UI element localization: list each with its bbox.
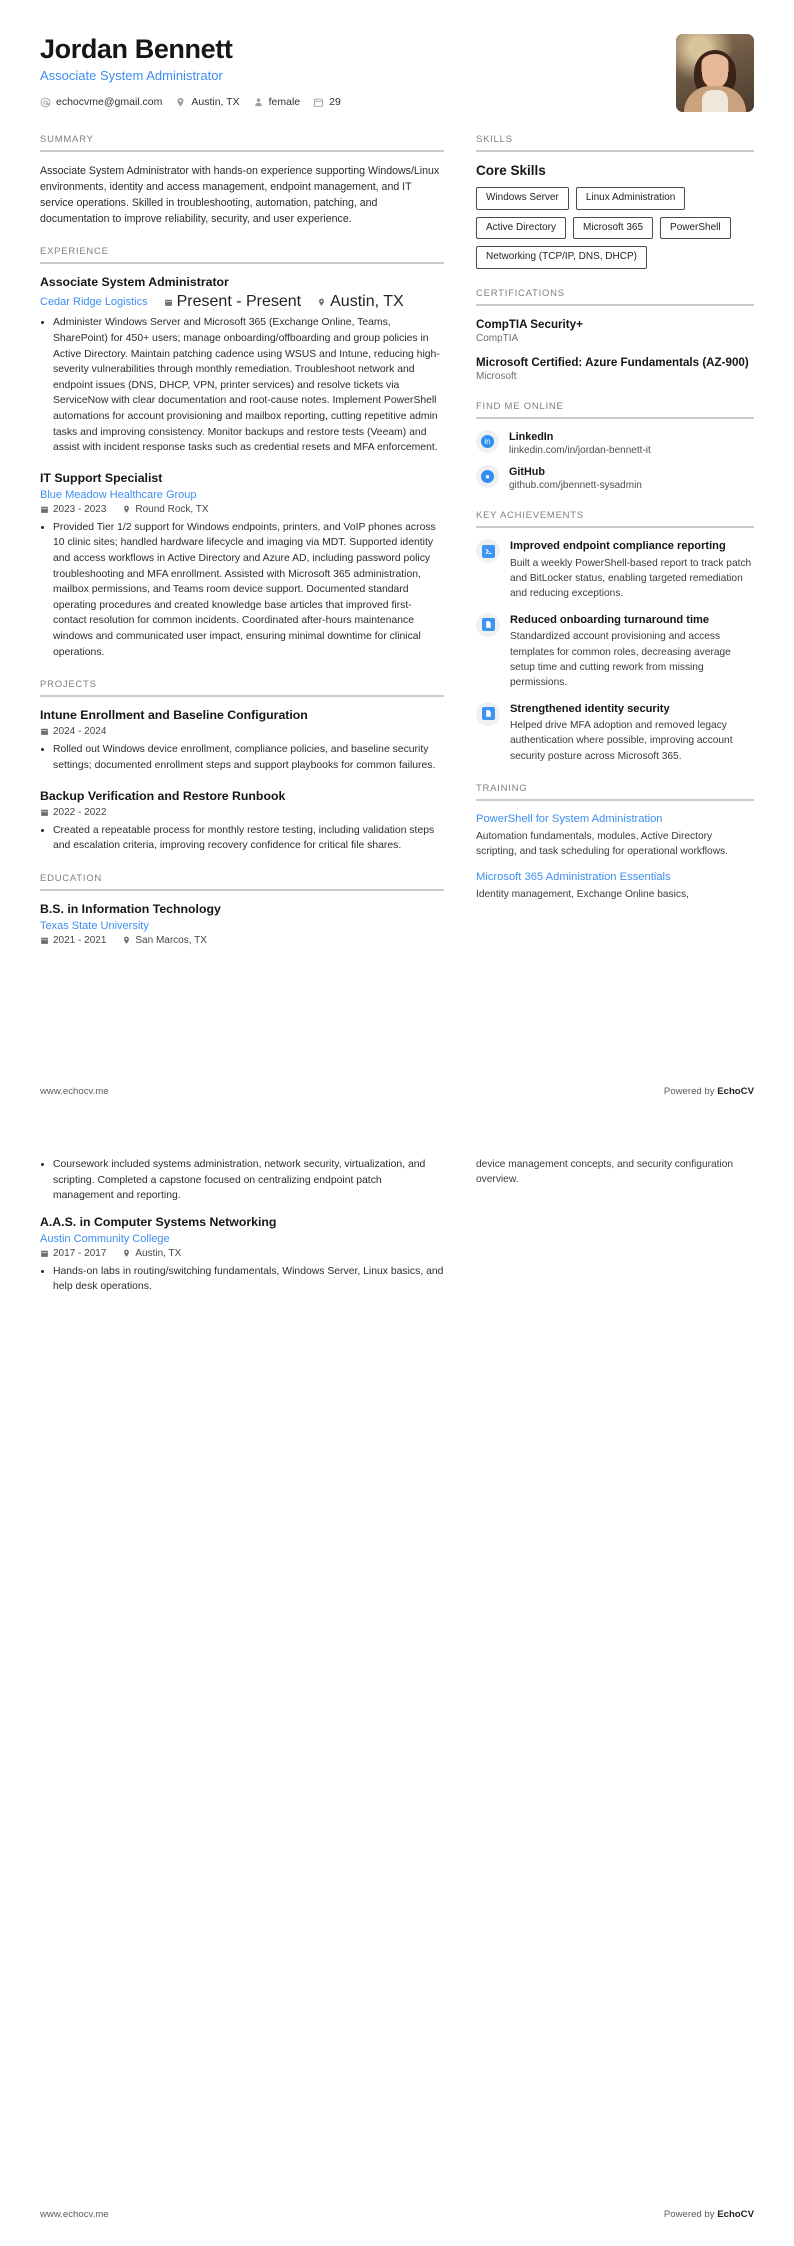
section-summary [40,134,444,227]
skill-tag: Active Directory [476,217,566,240]
experience-dates [40,504,106,515]
skills-group-title: Core Skills [476,163,546,178]
contact-row [40,96,341,108]
footer-powered-prefix: Powered by [663,2209,718,2220]
terminal-icon [476,539,500,563]
link-text-block [509,465,642,491]
education-org[interactable]: Texas State University [40,919,149,932]
calendar-icon [313,97,324,108]
contact-gender-value: female [268,96,301,109]
section-title-projects: PROJECTS [40,679,444,697]
header-text-block [40,34,341,108]
github-glyph: ● [481,470,494,483]
link-label: LinkedIn [509,431,554,444]
list-item: • Rolled out Windows device enrollment, compliance policies, and baseline security settings; documented enrollment steps and support playbooks for common failures. [53,742,444,773]
footer-powered-prefix: Powered by [663,1086,718,1097]
section-key-achievements [476,510,754,764]
achievement-desc: Helped drive MFA adoption and removed legacy authentication where possible, improving account security posture across Microsoft 365. [510,720,733,762]
section-title-key-achievements: KEY ACHIEVEMENTS [476,510,754,528]
terminal-glyph [482,545,495,558]
avatar [676,34,754,112]
experience-location-value: Austin, TX [330,293,404,311]
certification-item [476,355,754,382]
skill-tag: Microsoft 365 [573,217,653,240]
experience-meta [40,504,444,515]
footer-brand [664,2209,754,2220]
contact-age [313,96,341,108]
education-meta [40,935,444,946]
experience-bullets [40,520,444,660]
section-find-me-online [476,401,754,491]
education-dates-value: 2017 - 2017 [53,1247,107,1259]
achievement-desc: Standardized account provisioning and access templates for common roles, decreasing average setup time and cutting rework from missing permissions. [510,631,731,689]
certification-name: CompTIA Security+ [476,317,583,331]
project-entry [40,789,444,854]
page-footer [40,1086,754,1097]
certification-issuer: CompTIA [476,332,519,344]
experience-entry [40,275,444,455]
section-education [40,873,444,946]
section-title-education: EDUCATION [40,873,444,891]
list-item: • Coursework included systems administration, network security, virtualization, and scripting. Completed a capstone focused on centralizing endpoint patch management and reporting. [53,1157,444,1204]
left-column-page2 [40,1157,444,1314]
github-icon [476,465,499,488]
project-dates [40,807,106,818]
section-title-experience: EXPERIENCE [40,246,444,264]
contact-email-value: echocvme@gmail.com [56,96,163,109]
content-columns [40,134,754,965]
training-desc: Identity management, Exchange Online basics, [476,888,689,900]
education-location-value: San Marcos, TX [135,934,207,946]
section-experience [40,246,444,660]
project-meta [40,726,444,737]
calendar-icon [40,1249,49,1258]
education-entry [40,1215,444,1295]
achievement-desc: Built a weekly PowerShell-based report to track patch and BitLocker status, enabling targeted remediation and reducing exceptions. [510,557,752,600]
education-org[interactable]: Austin Community College [40,1232,170,1245]
footer-brand-name: EchoCV [717,2209,754,2220]
section-certifications [476,288,754,383]
summary-text: Associate System Administrator with hands-on experience supporting Windows/Linux environments, identity and access management, endpoint management, and IT service operations. Skilled in troubleshooting, automation, patching, and documentation to improve reliability, security, and user experience. [40,165,440,226]
achievement-text-block [510,613,754,691]
list-item: • Provided Tier 1/2 support for Windows endpoints, printers, and VoIP phones across 10 clinic sites; handled hardware lifecycle and imaging via MDT. Supported identity and access workflows in Active Directory and Azure AD, including password policy troubleshooting and MFA enrollment. Assisted with Microsoft 365 administration, mailbox permissions, and Teams room device support. Documented standard operating procedures and created knowledge base articles that improved first-contact resolution for common incidents. Coordinated after-hours maintenance windows and communicated user impact, ensuring minimal downtime for clinical operations. [53,520,444,660]
linkedin-icon [476,430,499,453]
section-title-certifications: CERTIFICATIONS [476,288,754,306]
email-icon [40,97,51,108]
contact-age-value: 29 [329,96,341,109]
link-label: GitHub [509,466,545,479]
calendar-icon [40,936,49,945]
section-skills [476,134,754,269]
education-bullets [40,1264,444,1295]
section-title-summary: SUMMARY [40,134,444,152]
project-entry [40,708,444,773]
achievement-title: Strengthened identity security [510,702,670,715]
person-icon [253,97,264,108]
education-title: A.A.S. in Computer Systems Networking [40,1214,277,1229]
experience-org[interactable]: Blue Meadow Healthcare Group [40,488,197,501]
project-title: Backup Verification and Restore Runbook [40,788,286,803]
project-meta [40,807,444,818]
contact-location-value: Austin, TX [191,96,240,109]
footer-brand-name: EchoCV [717,1086,754,1097]
resume-header [40,34,754,112]
skill-tag-list [476,187,754,269]
location-pin-icon [317,298,326,307]
training-desc: Automation fundamentals, modules, Active Directory scripting, and task scheduling for operational workflows. [476,831,728,858]
education-dates [40,935,106,946]
education-dates [40,1248,106,1259]
experience-location-value: Round Rock, TX [135,503,209,515]
section-title-find-me-online: FIND ME ONLINE [476,401,754,419]
document-icon [476,702,500,726]
section-training-continued [476,1157,754,1188]
link-item-linkedin[interactable] [476,430,754,456]
achievement-text-block [510,702,754,765]
section-projects [40,679,444,853]
experience-location [317,293,404,311]
footer-brand [664,1086,754,1097]
contact-email [40,96,162,108]
section-title-skills: SKILLS [476,134,754,152]
experience-title: Associate System Administrator [40,275,229,290]
project-dates [40,726,106,737]
list-item: • Created a repeatable process for monthly restore testing, including validation steps and escalation criteria, improving recovery confidence for critical file shares. [53,823,444,854]
calendar-icon [40,727,49,736]
training-item [476,812,754,860]
certification-item [476,317,754,344]
project-dates-value: 2024 - 2024 [53,726,107,738]
experience-org[interactable]: Cedar Ridge Logistics [40,296,148,309]
experience-dates-value: 2023 - 2023 [53,503,107,515]
achievement-title: Improved endpoint compliance reporting [510,540,726,553]
education-meta [40,1248,444,1259]
link-text-block [509,430,651,456]
footer-site[interactable]: www.echocv.me [40,1086,109,1097]
education-location-value: Austin, TX [135,1247,182,1259]
training-name[interactable]: PowerShell for System Administration [476,813,663,826]
content-columns-page2 [40,1157,754,1314]
page-footer [40,2209,754,2220]
training-item [476,870,754,902]
education-dates-value: 2021 - 2021 [53,934,107,946]
footer-site[interactable]: www.echocv.me [40,2209,109,2220]
project-dates-value: 2022 - 2022 [53,806,107,818]
linkedin-glyph: in [481,435,494,448]
link-url[interactable]: github.com/jbennett-sysadmin [509,480,642,492]
location-pin-icon [122,505,131,514]
location-pin-icon [122,1249,131,1258]
education-bullets [40,1157,444,1204]
achievement-text-block [510,539,754,602]
project-bullets [40,742,444,773]
certification-issuer: Microsoft [476,371,517,383]
skill-tag: PowerShell [660,217,731,240]
resume-page-2 [0,1123,794,2246]
link-url[interactable]: linkedin.com/in/jordan-bennett-it [509,445,651,457]
avatar-shirt [702,90,728,112]
right-column-page2 [476,1157,754,1207]
calendar-icon [164,298,173,307]
skill-tag: Linux Administration [576,187,686,210]
experience-title: IT Support Specialist [40,470,163,485]
skill-tag: Networking (TCP/IP, DNS, DHCP) [476,246,647,269]
training-name[interactable]: Microsoft 365 Administration Essentials [476,870,671,883]
document-icon [476,613,500,637]
experience-location [122,504,208,515]
calendar-icon [40,808,49,817]
right-column [476,134,754,921]
experience-entry [40,471,444,660]
location-pin-icon [122,936,131,945]
left-column [40,134,444,965]
section-training [476,783,754,902]
certification-name: Microsoft Certified: Azure Fundamentals (AZ-900) [476,355,749,369]
location-pin-icon [175,97,186,108]
education-title: B.S. in Information Technology [40,901,221,916]
experience-dates [164,293,302,311]
achievement-title: Reduced onboarding turnaround time [510,613,710,626]
section-title-training: TRAINING [476,783,754,801]
document-glyph [482,707,495,720]
experience-meta [40,293,444,311]
training-desc-continued: device management concepts, and security configuration overview. [476,1159,734,1186]
avatar-face [702,57,728,88]
page-title: Jordan Bennett [40,34,233,64]
education-location [122,935,207,946]
skill-tag: Windows Server [476,187,569,210]
experience-dates-value: Present - Present [176,293,302,311]
education-entry [40,902,444,946]
project-title: Intune Enrollment and Baseline Configuration [40,708,308,723]
list-item: • Hands-on labs in routing/switching fundamentals, Windows Server, Linux basics, and help desk operations. [53,1264,444,1295]
achievement-item [476,613,754,691]
contact-gender [253,96,301,108]
link-item-github[interactable] [476,465,754,491]
list-item: • Administer Windows Server and Microsoft 365 (Exchange Online, Teams, SharePoint) for 450+ users; manage onboarding/offboarding and group policies in Active Directory. Maintain patching cadence using WSUS and Intune, reducing high-severity vulnerabilities through monthly remediation. Troubleshoot network and endpoint issues (DNS, DHCP, VPN, printer services) and resolve tickets via ServiceNow with clear documentation and root-cause notes. Implement PowerShell automations for account provisioning and mailbox reporting, cutting repetitive admin tasks and improving consistency. Monitor backups and restore tests (Veeam) and assist with incident response tasks such as credential resets and MFA enforcement. [53,315,444,455]
document-glyph [482,618,495,631]
section-education-continued [40,1157,444,1295]
calendar-icon [40,505,49,514]
achievement-item [476,539,754,602]
achievement-item [476,702,754,765]
education-location [122,1248,181,1259]
contact-location [175,96,239,108]
job-headline: Associate System Administrator [40,68,223,84]
experience-bullets [40,315,444,455]
project-bullets [40,823,444,854]
